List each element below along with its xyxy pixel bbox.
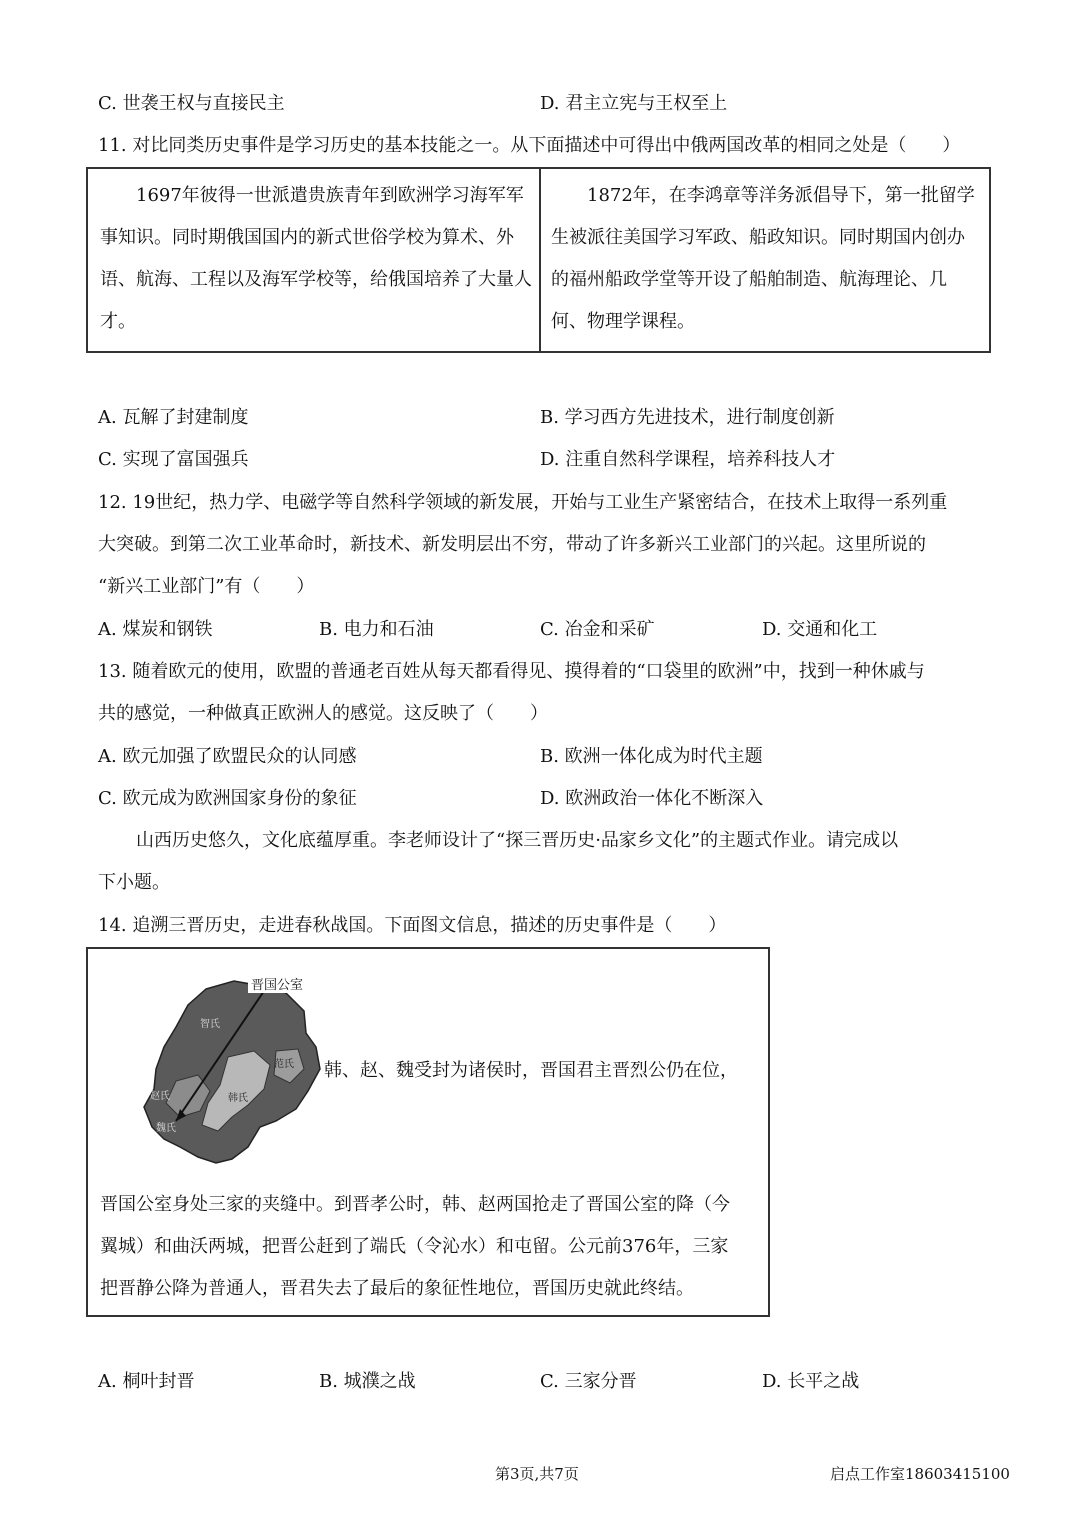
map-label-zhi: 智氏 <box>200 1019 220 1030</box>
q14-option-d: D. 长平之战 <box>762 1371 860 1392</box>
q14-text-line-4: 把晋静公降为普通人，晋君失去了最后的象征性地位，晋国历史就此终结。 <box>100 1278 694 1299</box>
q11-option-c: C. 实现了富国强兵 <box>98 449 249 470</box>
q14-text-line-1: 韩、赵、魏受封为诸侯时，晋国君主晋烈公仍在位， <box>324 1060 738 1081</box>
q13-option-b: B. 欧洲一体化成为时代主题 <box>540 746 763 767</box>
map-label-wei: 魏氏 <box>156 1123 176 1134</box>
q14-option-c: C. 三家分晋 <box>540 1371 637 1392</box>
page-number: 第3页,共7页 <box>495 1465 579 1483</box>
q11-stem: 11. 对比同类历史事件是学习历史的基本技能之一。从下面描述中可得出中俄两国改革的相同之处是（ ） <box>98 135 961 156</box>
q11-china-text: 1872年，在李鸿章等洋务派倡导下，第一批留学生被派往美国学习军政、船政知识。同时期国内创办的福州船政学堂等开设了船舶制造、航海理论、几何、物理学课程。 <box>551 185 975 332</box>
q11-option-b: B. 学习西方先进技术，进行制度创新 <box>540 407 835 428</box>
q11-russia-text: 1697年彼得一世派遣贵族青年到欧洲学习海军军事知识。同时期俄国国内的新式世俗学校为算术、外语、航海、工程以及海军学校等，给俄国培养了大量人才。 <box>100 185 532 332</box>
q12-line-2: 大突破。到第二次工业革命时，新技术、新发明层出不穷，带动了许多新兴工业部门的兴起。这里所说的 <box>98 534 926 555</box>
q12-option-c: C. 冶金和采矿 <box>540 619 655 640</box>
map-label-gongshi: 晋国公室 <box>251 978 304 993</box>
q12-option-a: A. 煤炭和钢铁 <box>98 619 213 640</box>
q12-option-b: B. 电力和石油 <box>319 619 434 640</box>
q10-option-c: C. 世袭王权与直接民主 <box>98 93 285 114</box>
q10-option-d: D. 君主立宪与王权至上 <box>540 93 728 114</box>
q12-line-1: 12. 19世纪，热力学、电磁学等自然科学领域的新发展，开始与工业生产紧密结合，在技术上取得一系列重 <box>98 492 948 513</box>
intro-line-1: 山西历史悠久，文化底蕴厚重。李老师设计了“探三晋历史·品家乡文化”的主题式作业。请完成以 <box>136 830 899 851</box>
jin-state-map <box>136 971 326 1171</box>
q13-line-1: 13. 随着欧元的使用，欧盟的普通老百姓从每天都看得见、摸得着的“口袋里的欧洲”中，找到一种休戚与 <box>98 661 925 682</box>
q14-option-b: B. 城濮之战 <box>319 1371 416 1392</box>
q11-china-cell <box>551 175 981 343</box>
q14-stem: 14. 追溯三晋历史，走进春秋战国。下面图文信息，描述的历史事件是（ ） <box>98 915 727 936</box>
table-divider <box>539 169 541 351</box>
map-label-fan: 范氏 <box>274 1059 294 1070</box>
map-label-han: 韩氏 <box>228 1093 248 1104</box>
q11-option-d: D. 注重自然科学课程，培养科技人才 <box>540 449 836 470</box>
q13-option-a: A. 欧元加强了欧盟民众的认同感 <box>98 746 357 767</box>
q12-option-d: D. 交通和化工 <box>762 619 878 640</box>
intro-line-2: 下小题。 <box>98 872 170 893</box>
q12-line-3: “新兴工业部门”有（ ） <box>98 576 315 597</box>
q14-info-box <box>86 947 770 1317</box>
q13-line-2: 共的感觉，一种做真正欧洲人的感觉。这反映了（ ） <box>98 703 548 724</box>
q14-option-a: A. 桐叶封晋 <box>98 1371 195 1392</box>
q11-comparison-table <box>86 167 991 353</box>
map-label-zhao: 赵氏 <box>150 1091 170 1102</box>
studio-contact: 启点工作室18603415100 <box>830 1465 1010 1483</box>
q13-option-d: D. 欧洲政治一体化不断深入 <box>540 788 764 809</box>
q14-text-line-2: 晋国公室身处三家的夹缝中。到晋孝公时，韩、赵两国抢走了晋国公室的降（今 <box>100 1194 730 1215</box>
q13-option-c: C. 欧元成为欧洲国家身份的象征 <box>98 788 357 809</box>
q11-option-a: A. 瓦解了封建制度 <box>98 407 249 428</box>
q11-russia-cell <box>100 175 532 343</box>
q14-text-line-3: 翼城）和曲沃两城，把晋公赶到了端氏（令沁水）和屯留。公元前376年，三家 <box>100 1236 729 1257</box>
